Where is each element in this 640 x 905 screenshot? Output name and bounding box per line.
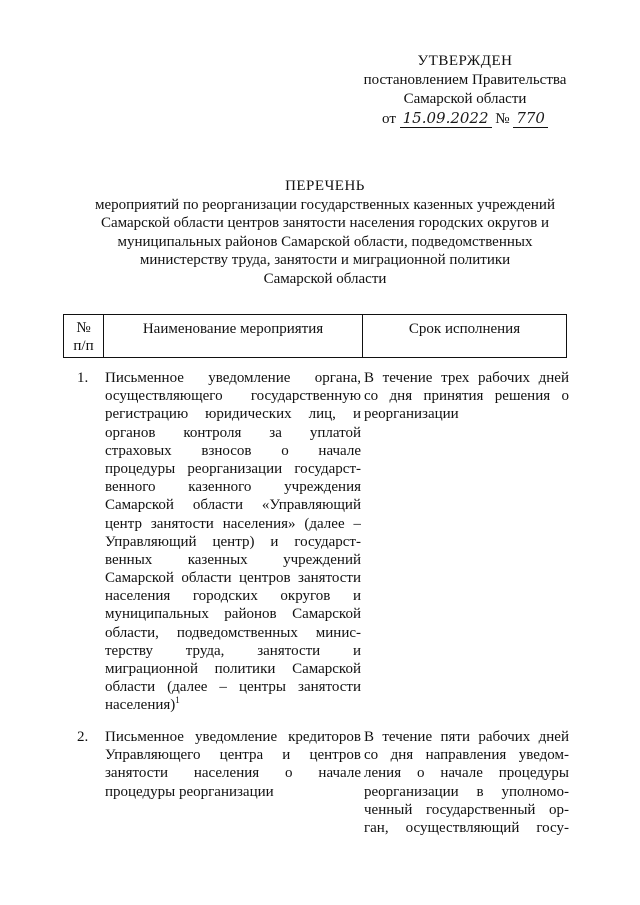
term-line: реорганизации в уполномо- [364,783,569,800]
activity-line: области (далее – центры занятости [105,679,361,696]
approval-date-line [340,109,590,129]
header-number-sign: № [76,320,91,336]
activity-line-text: населения) [105,697,176,714]
activity-line: населения городских округов и [105,588,361,605]
handwritten-date: 15.09.2022 [400,109,492,128]
term-line: со дня принятия решения о [364,388,569,405]
activity-line: венного казенного учреждения [105,479,361,496]
row-number: 1. [77,370,89,386]
heading-line: мероприятий по реорганизации государственных казенных учреждений [94,196,555,213]
activity-line: миграционной политики Самарской [105,661,361,677]
activity-line: Письменное уведомление кредиторов [105,729,361,745]
activity-line: осуществляющего государственную [105,388,361,405]
activity-line: Самарской области центров занятости [105,570,361,587]
row-term-text [364,728,569,837]
heading-line: Самарской области [263,270,387,287]
row-activity-text [105,728,361,801]
approval-line-2: Самарской области [403,91,527,107]
row-term-text [364,369,569,424]
row-activity-text [105,369,361,715]
header-number-cell [64,315,104,357]
term-line: В течение пяти рабочих дней [364,729,569,745]
header-term-cell: Срок исполнения [408,321,521,337]
activity-line: процедуры реорганизации [105,783,274,800]
footnote-marker: 1 [175,696,180,706]
activity-line: терству труда, занятости и [105,642,361,659]
handwritten-number: 770 [513,109,548,128]
heading-line: министерству труда, занятости и миграционной политики [139,252,511,268]
approval-line-1: постановлением Правительства [363,72,567,88]
number-prefix: № [495,111,510,127]
term-line: реорганизации [364,406,459,423]
activity-line: органов контроля за уплатой [105,424,361,441]
activity-line: центр занятости населения» (далее – [105,515,361,532]
activity-line: Управляющий центр) и государст- [105,533,361,550]
term-line: ган, осуществляющий госу- [364,819,569,836]
date-prefix: от [382,111,396,127]
term-line: ления о начале процедуры [364,765,569,782]
row-number: 2. [77,729,89,745]
activity-line: венных казенных учреждений [105,551,361,568]
document-heading [60,177,590,288]
activity-line: Самарской области «Управляющий [105,497,361,514]
heading-line: муниципальных районов Самарской области, подведомственных [117,233,533,250]
header-name-cell: Наименование мероприятия [104,315,363,357]
activity-line: страховых взносов о начале [105,442,361,459]
activity-line: процедуры реорганизации государст- [105,460,361,477]
approval-block [340,52,590,129]
term-line: со дня направления уведом- [364,747,569,764]
heading-line: Самарской области центров занятости населения городских округов и [100,215,550,231]
header-number-abbr: п/п [73,338,94,354]
heading-title: ПЕРЕЧЕНЬ [285,178,365,194]
approval-title: УТВЕРЖДЕН [417,53,513,69]
term-line: ченный государственный ор- [364,801,569,818]
activity-line-last [105,696,361,714]
activity-line: области, подведомственных минис- [105,624,361,641]
activity-line: занятости населения о начале [105,765,361,782]
term-line: В течение трех рабочих дней [364,370,569,386]
activity-line: регистрацию юридических лиц, и [105,406,361,423]
table-header [63,314,567,358]
activity-line: Письменное уведомление органа, [105,370,361,386]
activity-line: Управляющего центра и центров [105,747,361,764]
activity-line: муниципальных районов Самарской [105,606,361,623]
